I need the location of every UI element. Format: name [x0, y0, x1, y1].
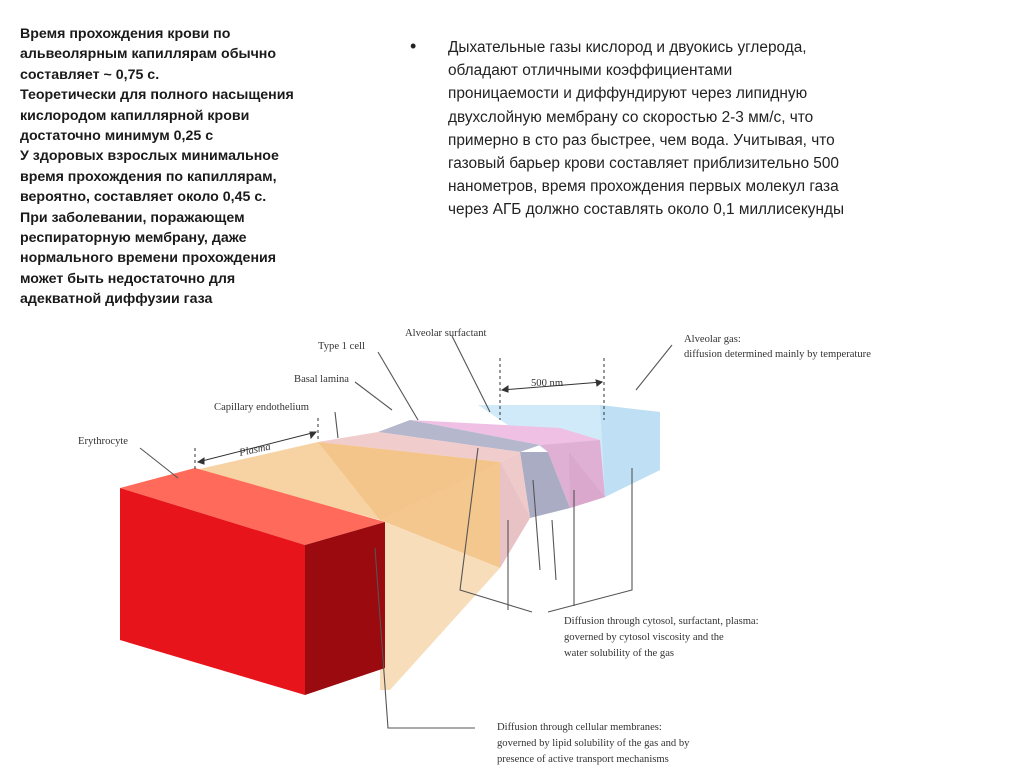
label-cytosol-diffusion-3: water solubility of the gas [564, 648, 675, 659]
label-erythrocyte: Erythrocyte [78, 436, 129, 447]
label-500nm: 500 nm [531, 378, 564, 389]
label-basal-lamina: Basal lamina [294, 374, 350, 385]
label-alveolar-gas-desc: diffusion determined mainly by temperature [684, 349, 871, 360]
bullet-marker: • [410, 36, 417, 56]
label-plasma: Plasma [238, 441, 272, 459]
label-capillary-endothelium: Capillary endothelium [214, 402, 310, 413]
label-membrane-diffusion-3: presence of active transport mechanisms [497, 754, 669, 765]
right-paragraph: Дыхательные газы кислород и двуокись углерода, обладают отличными коэффициентами проницаемости и диффундируют через липидную двухслойную мембрану со скоростью 2-3 мм/с, что примерно в сто раз быстрее, чем вода. Учитывая, что газовый барьер крови составляет приблизительно 500 нанометров, время прохождения первых молекул газа через АГБ должно составлять около 0,1 миллисекунды [448, 39, 845, 219]
label-type1-cell: Type 1 cell [318, 341, 365, 352]
label-alveolar-gas: Alveolar gas: [684, 334, 741, 345]
left-paragraph: Время прохождения крови по альвеолярным капиллярам обычно составляет ~ 0,75 с. Теоретически для полного насыщения кислородом капиллярной крови достаточно минимум 0,25 с У здоровых взрослых минимальное время прохождения по капиллярам, вероятно, составляет около 0,45 с. При заболевании, поражающем респираторную мембрану, даже нормального времени прохождения может быть недостаточно для адекватной диффузии газа [20, 26, 294, 308]
label-cytosol-diffusion: Diffusion through cytosol, surfactant, plasma: [564, 616, 759, 627]
label-membrane-diffusion-2: governed by lipid solubility of the gas and by [497, 738, 690, 749]
label-alveolar-surfactant: Alveolar surfactant [405, 328, 487, 339]
label-cytosol-diffusion-2: governed by cytosol viscosity and the [564, 632, 724, 643]
label-membrane-diffusion: Diffusion through cellular membranes: [497, 722, 662, 733]
